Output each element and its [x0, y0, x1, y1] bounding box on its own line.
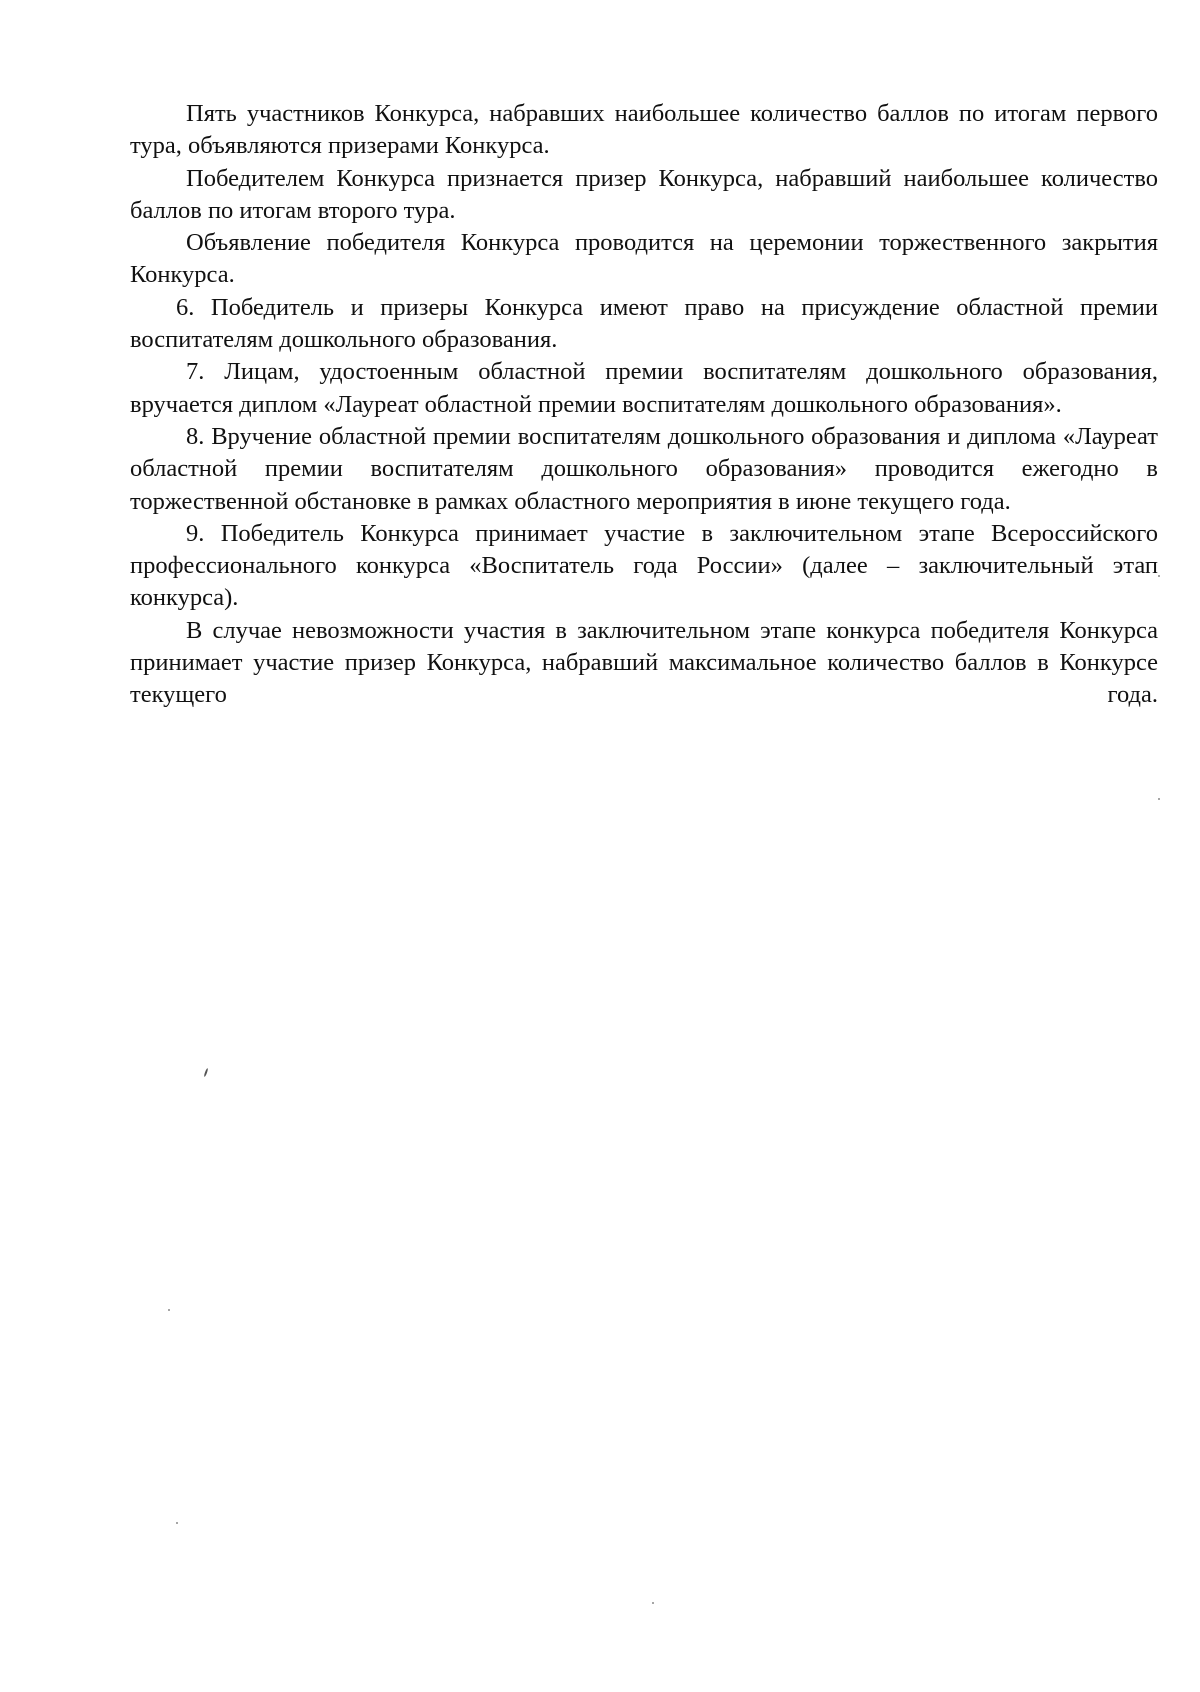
paragraph-prizewinners: Пять участников Конкурса, набравших наибольшее количество баллов по итогам первого тура, объявляются призерами Конкурса.: [130, 100, 1158, 160]
scan-speck: [168, 1309, 170, 1311]
paragraph-item-8: 8. Вручение областной премии воспитателям дошкольного образования и диплома «Лауреат областной премии воспитателям дошкольного образования» проводится ежегодно в торжественной обстановке в рамках областного мероприятия в июне текущего года.: [130, 422, 1158, 515]
document-body: [130, 98, 1158, 712]
paragraph-announcement: Объявление победителя Конкурса проводится на церемонии торжественного закрытия Конкурса.: [130, 229, 1158, 289]
paragraph-item-6: 6. Победитель и призеры Конкурса имеют право на присуждение областной премии воспитателям дошкольного образования.: [130, 293, 1158, 354]
scan-speck: [652, 1602, 654, 1604]
scan-speck: [1158, 798, 1160, 800]
paragraph-item-9: 9. Победитель Конкурса принимает участие в заключительном этапе Всероссийского профессионального конкурса «Воспитатель года России» (далее – заключительный этап конкурса).: [130, 519, 1158, 612]
scan-speck: [176, 1522, 178, 1524]
paragraph-substitution: В случае невозможности участия в заключительном этапе конкурса победителя Конкурса принимает участие призер Конкурса, набравший максимальное количество баллов в Конкурсе текущего года.: [130, 616, 1158, 709]
scan-speck: [1158, 575, 1160, 577]
scan-speck: [204, 1068, 209, 1077]
paragraph-winner: Победителем Конкурса признается призер Конкурса, набравший наибольшее количество баллов по итогам второго тура.: [130, 164, 1158, 224]
paragraph-item-7: 7. Лицам, удостоенным областной премии воспитателям дошкольного образования, вручается диплом «Лауреат областной премии воспитателям дошкольного образования».: [130, 358, 1158, 418]
